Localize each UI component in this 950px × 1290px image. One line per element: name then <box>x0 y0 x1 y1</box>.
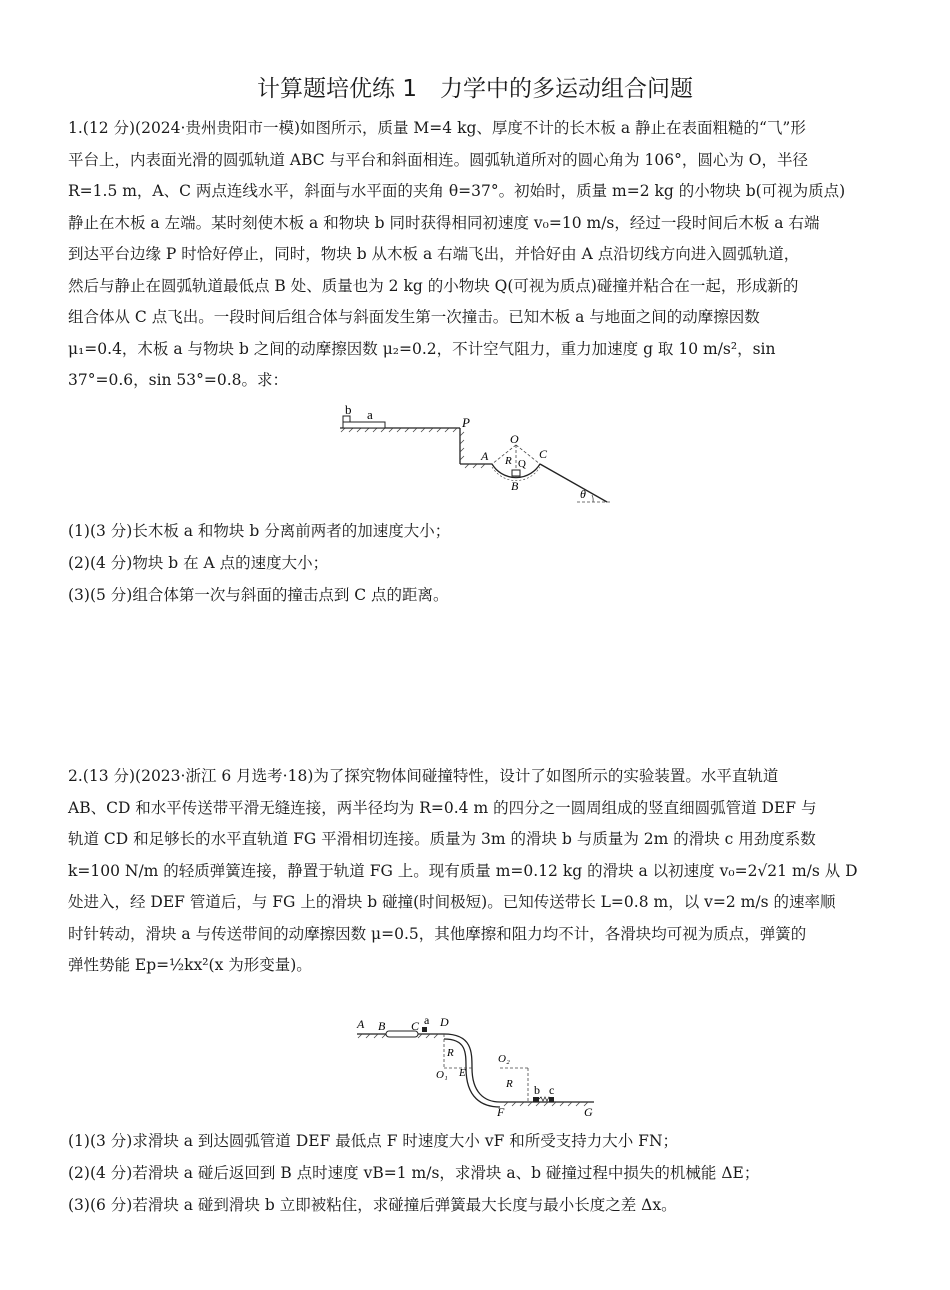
problem-1-line: 组合体从 C 点飞出。一段时间后组合体与斜面发生第一次撞击。已知木板 a 与地面之间的动摩擦因数 <box>68 308 760 326</box>
problem-2-line: AB、CD 和水平传送带平滑无缝连接，两半径均为 R=0.4 m 的四分之一圆周组成的竖直细圆弧管道 DEF 与 <box>68 798 817 817</box>
fig1-label-C: C <box>539 447 548 461</box>
problem-1-line: 平台上，内表面光滑的圆弧轨道 ABC 与平台和斜面相连。圆弧轨道所对的圆心角为 106°，圆心为 O，半径 <box>68 150 808 169</box>
problem-2-line: 2.(13 分)(2023·浙江 6 月选考·18)为了探究物体间碰撞特性，设计了如图所示的实验装置。水平直轨道 <box>68 767 779 785</box>
fig1-label-a: a <box>367 407 373 422</box>
fig2-label-G: G <box>584 1105 593 1119</box>
problem-2-question-3: (3)(6 分)若滑块 a 碰到滑块 b 立即被粘住，求碰撞后弹簧最大长度与最小长度之差 Δx。 <box>68 1196 677 1214</box>
problem-2-line: 处进入，经 DEF 管道后，与 FG 上的滑块 b 碰撞(时间极短)。已知传送带长 L=0.8 m，以 v=2 m/s 的速率顺 <box>68 893 836 911</box>
fig2-label-O1: O₁ <box>436 1069 448 1081</box>
problem-2-question-2: (2)(4 分)若滑块 a 碰后返回到 B 点时速度 vB=1 m/s，求滑块 a、b 碰撞过程中损失的机械能 ΔE； <box>68 1164 760 1182</box>
problem-1-figure <box>335 400 620 510</box>
problem-2-line: k=100 N/m 的轻质弹簧连接，静置于轨道 FG 上。现有质量 m=0.12 kg 的滑块 a 以初速度 v₀=2√21 m/s 从 D <box>68 861 858 880</box>
problem-1-line: μ₁=0.4，木板 a 与物块 b 之间的动摩擦因数 μ₂=0.2，不计空气阻力，重力加速度 g 取 10 m/s²，sin <box>68 339 776 358</box>
problem-1-line: R=1.5 m，A、C 两点连线水平，斜面与水平面的夹角 θ=37°。初始时，质量 m=2 kg 的小物块 b(可视为质点) <box>68 182 846 200</box>
problem-1-question-2: (2)(4 分)物块 b 在 A 点的速度大小； <box>68 554 329 572</box>
fig2-label-R1: R <box>447 1047 454 1059</box>
problem-2-line: 弹性势能 Ep=½kx²(x 为形变量)。 <box>68 956 312 974</box>
problem-2-statement <box>68 761 888 982</box>
fig1-label-R: R <box>505 455 512 467</box>
fig2-label-O2: O₂ <box>498 1053 510 1065</box>
fig2-label-D: D <box>440 1015 449 1029</box>
problem-2-line: 轨道 CD 和足够长的水平直轨道 FG 平滑相切连接。质量为 3m 的滑块 b 与质量为 2m 的滑块 c 用劲度系数 <box>68 830 816 848</box>
fig1-label-B: B <box>511 479 519 493</box>
problem-2-line: 时针转动，滑块 a 与传送带间的动摩擦因数 μ=0.5，其他摩擦和阻力均不计，各滑块均可视为质点，弹簧的 <box>68 924 807 943</box>
fig2-label-F: F <box>497 1105 505 1119</box>
fig1-label-Q: Q <box>518 458 526 470</box>
fig2-label-b: b <box>534 1083 540 1097</box>
fig2-label-B: B <box>378 1019 386 1033</box>
problem-1-line: 静止在木板 a 左端。某时刻使木板 a 和物块 b 同时获得相同初速度 v₀=10 m/s，经过一段时间后木板 a 右端 <box>68 213 820 232</box>
page-title: 计算题培优练 1 力学中的多运动组合问题 <box>257 76 693 102</box>
fig2-label-A: A <box>357 1017 365 1031</box>
problem-1-line: 然后与静止在圆弧轨道最低点 B 处、质量也为 2 kg 的小物块 Q(可视为质点)碰撞并粘合在一起，形成新的 <box>68 276 799 295</box>
fig2-label-E: E <box>459 1067 466 1079</box>
fig1-label-theta: θ <box>580 487 586 501</box>
problem-1-question-3: (3)(5 分)组合体第一次与斜面的撞击点到 C 点的距离。 <box>68 586 449 604</box>
problem-2-question-1: (1)(3 分)求滑块 a 到达圆弧管道 DEF 最低点 F 时速度大小 vF 和所受支持力大小 FN； <box>68 1132 679 1150</box>
fig2-label-R2: R <box>506 1078 513 1090</box>
fig2-label-C: C <box>411 1019 420 1033</box>
fig1-label-A: A <box>481 449 489 463</box>
problem-1-question-1: (1)(3 分)长木板 a 和物块 b 分离前两者的加速度大小； <box>68 522 451 540</box>
problem-1-line: 到达平台边缘 P 时恰好停止，同时，物块 b 从木板 a 右端飞出，并恰好由 A 点沿切线方向进入圆弧轨道， <box>68 245 800 263</box>
fig1-label-O: O <box>510 432 519 446</box>
fig1-label-b: b <box>345 402 352 417</box>
problem-1-statement <box>68 113 888 397</box>
fig2-label-a: a <box>424 1013 430 1027</box>
problem-2-figure <box>352 1012 607 1120</box>
fig2-label-c: c <box>549 1083 555 1097</box>
problem-1-line: 37°=0.6，sin 53°=0.8。求： <box>68 371 289 389</box>
fig1-label-P: P <box>462 415 470 430</box>
problem-1-line: 1.(12 分)(2024·贵州贵阳市一模)如图所示，质量 M=4 kg、厚度不计的长木板 a 静止在表面粗糙的“⺄”形 <box>68 119 806 137</box>
